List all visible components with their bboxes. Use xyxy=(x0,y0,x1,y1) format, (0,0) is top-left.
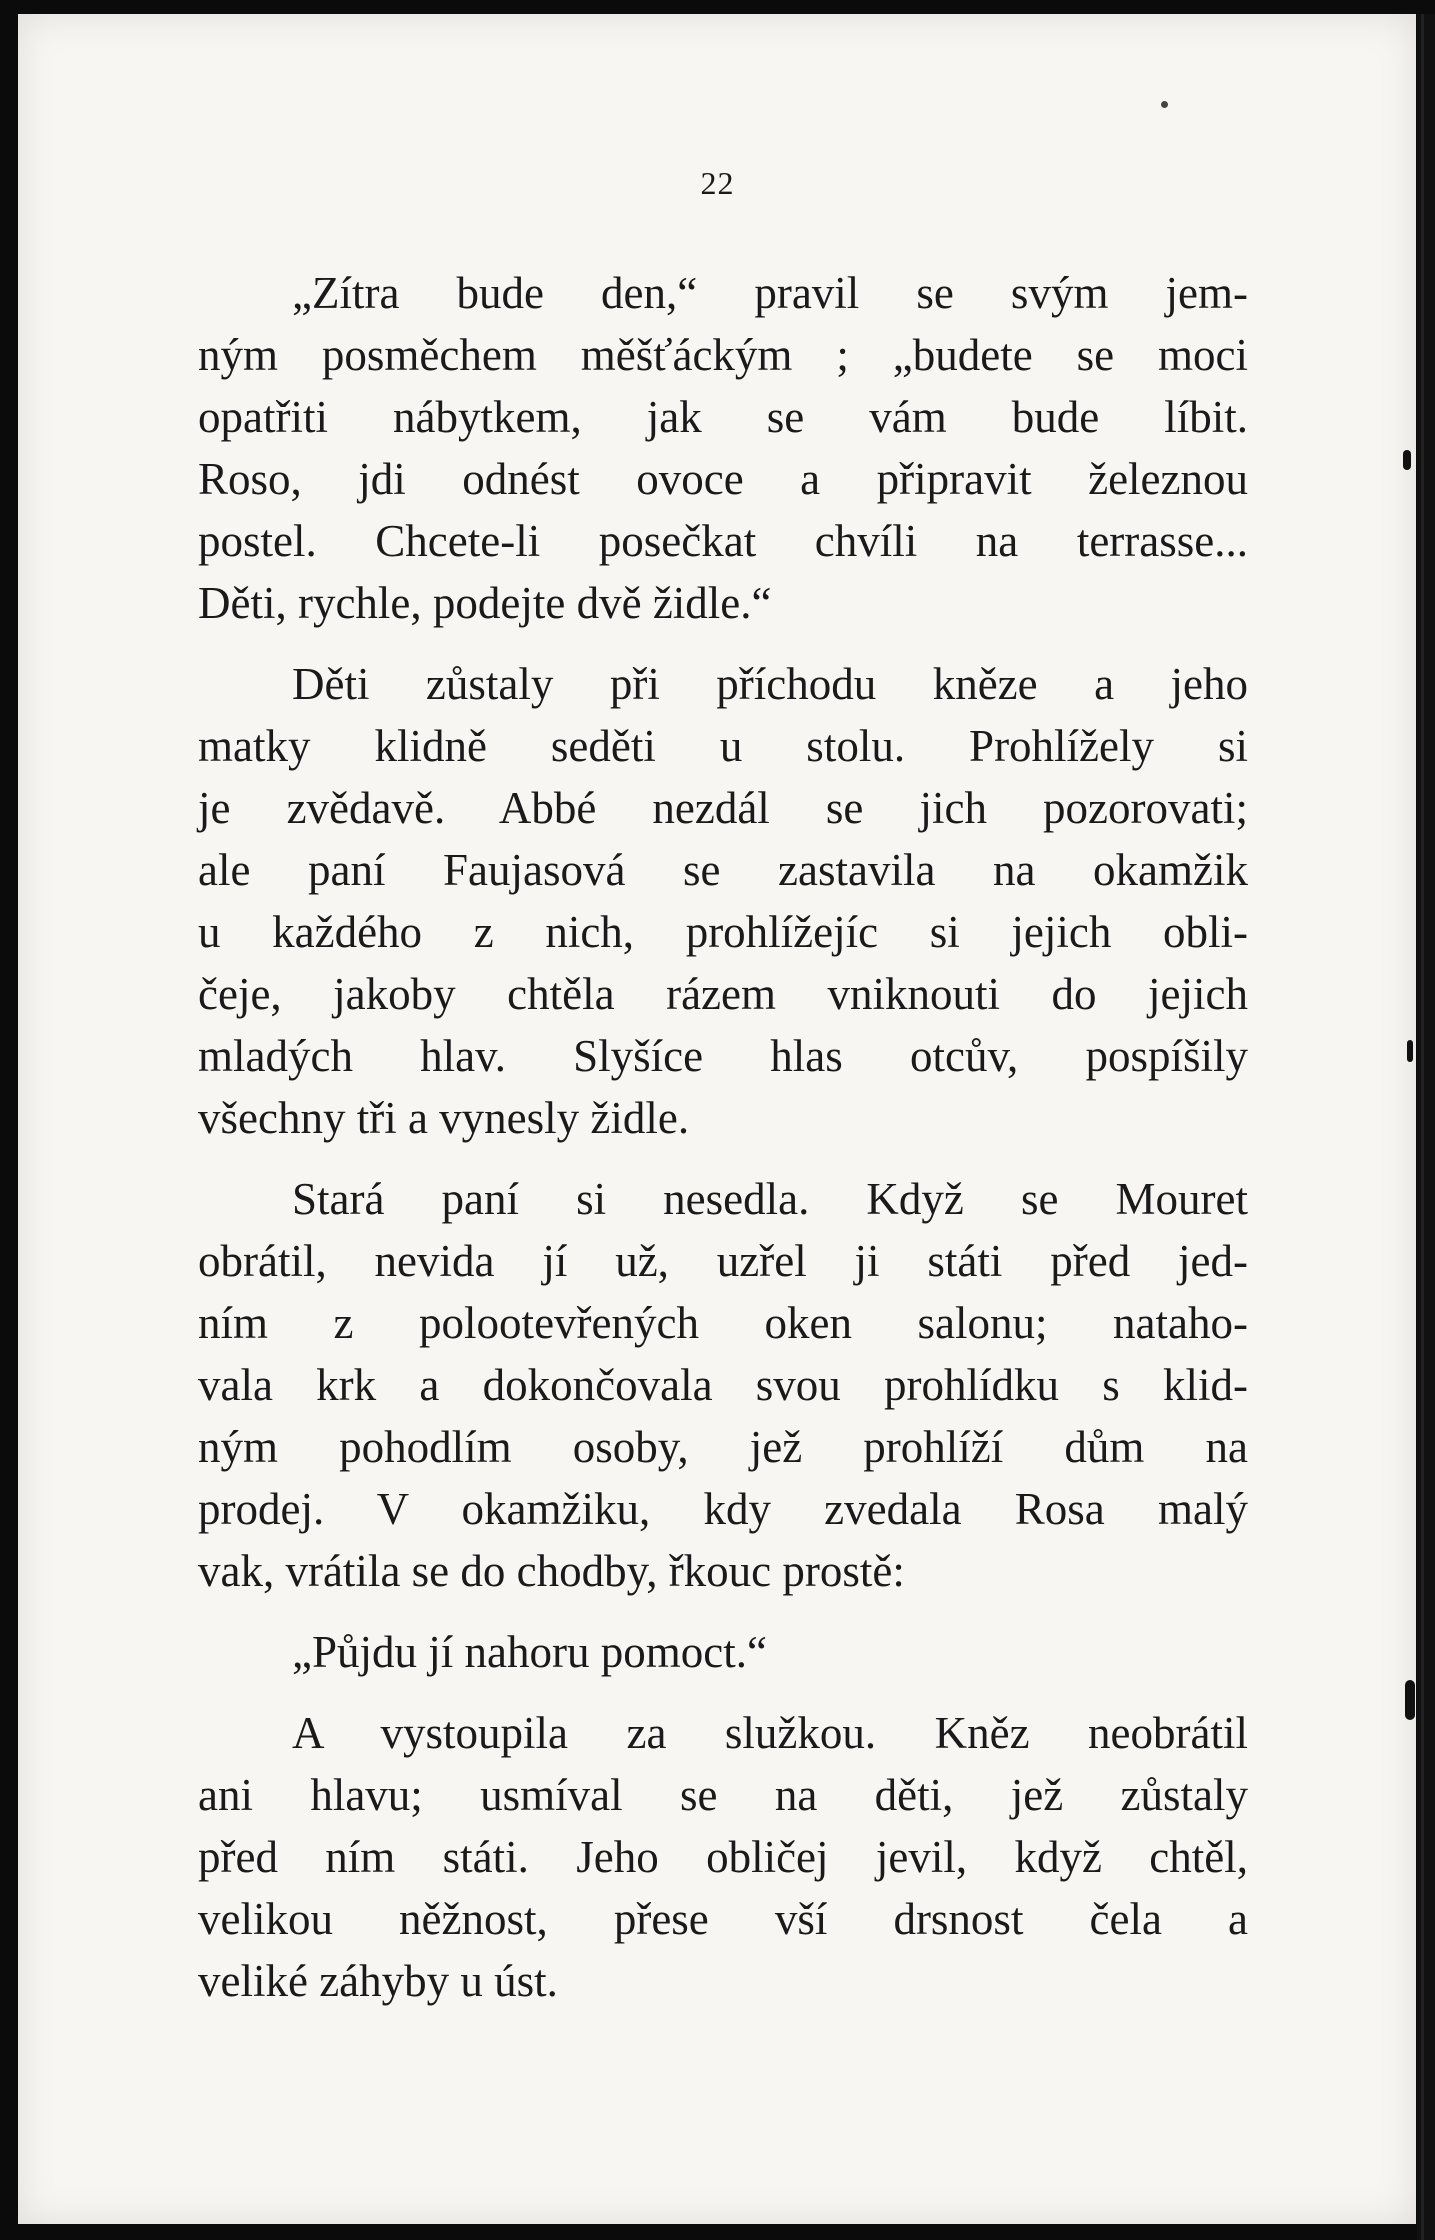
edge-mark xyxy=(1405,1680,1415,1720)
text-line: ným posměchem měšťáckým ; „budete se moci xyxy=(198,330,1248,380)
paragraph xyxy=(198,1168,1248,1602)
text-line: A vystoupila za služkou. Kněz neobrátil xyxy=(292,1708,1248,1758)
text-line: obrátil, nevida jí už, uzřel ji státi před jed- xyxy=(198,1236,1248,1286)
text-line: ním z polootevřených oken salonu; nataho- xyxy=(198,1298,1248,1348)
text-line: opatřiti nábytkem, jak se vám bude líbit. xyxy=(198,392,1248,442)
text-line: ným pohodlím osoby, jež prohlíží dům na xyxy=(198,1422,1248,1472)
edge-mark xyxy=(1403,450,1411,470)
page-edge-shadow xyxy=(1417,14,1435,2240)
paragraph xyxy=(198,653,1248,1149)
text-line: velikou něžnost, přese vší drsnost čela a xyxy=(198,1894,1248,1944)
text-line: čeje, jakoby chtěla rázem vniknouti do jejich xyxy=(198,969,1248,1019)
text-line: před ním státi. Jeho obličej jevil, když chtěl, xyxy=(198,1832,1248,1882)
text-line: prodej. V okamžiku, kdy zvedala Rosa malý xyxy=(198,1484,1248,1534)
text-line: veliké záhyby u úst. xyxy=(198,1956,558,2006)
text-line: postel. Chcete-li posečkat chvíli na terrasse... xyxy=(198,516,1248,566)
text-line: matky klidně seděti u stolu. Prohlížely si xyxy=(198,721,1248,771)
edge-mark xyxy=(1407,1040,1413,1062)
text-line: „Půjdu jí nahoru pomoct.“ xyxy=(292,1627,767,1677)
text-line: Roso, jdi odnést ovoce a připravit železnou xyxy=(198,454,1248,504)
text-line: všechny tři a vynesly židle. xyxy=(198,1093,690,1143)
text-line: vala krk a dokončovala svou prohlídku s klid- xyxy=(198,1360,1248,1410)
body-text xyxy=(198,262,1248,2031)
text-line: je zvědavě. Abbé nezdál se jich pozorovati; xyxy=(198,783,1248,833)
text-line: ale paní Faujasová se zastavila na okamžik xyxy=(198,845,1248,895)
text-line: Děti, rychle, podejte dvě židle.“ xyxy=(198,578,772,628)
text-line: Stará paní si nesedla. Když se Mouret xyxy=(292,1174,1248,1224)
paragraph xyxy=(198,1702,1248,2012)
dust-speck xyxy=(1161,101,1168,108)
text-line: Děti zůstaly při příchodu kněze a jeho xyxy=(292,659,1248,709)
paragraph xyxy=(198,1621,1248,1683)
paragraph xyxy=(198,262,1248,634)
text-line: vak, vrátila se do chodby, řkouc prostě: xyxy=(198,1546,905,1596)
text-line: mladých hlav. Slyšíce hlas otcův, pospíšily xyxy=(198,1031,1248,1081)
text-line: „Zítra bude den,“ pravil se svým jem- xyxy=(292,268,1248,318)
page-number: 22 xyxy=(700,165,735,201)
text-line: u každého z nich, prohlížejíc si jejich obli- xyxy=(198,907,1248,957)
text-line: ani hlavu; usmíval se na děti, jež zůstaly xyxy=(198,1770,1248,1820)
